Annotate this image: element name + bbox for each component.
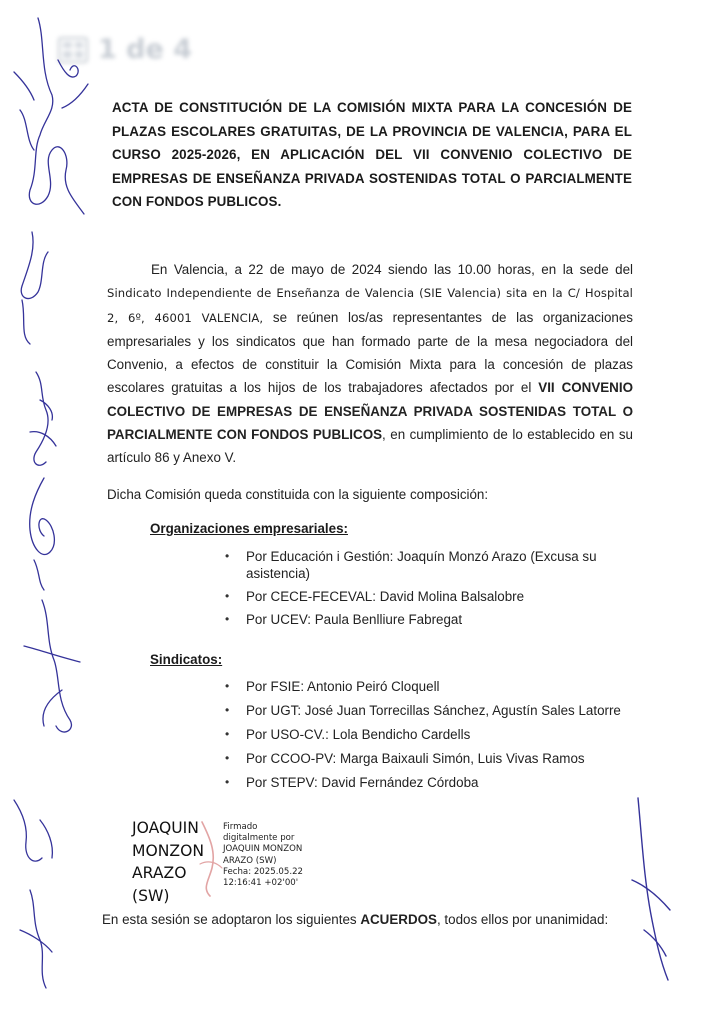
employers-heading: Organizaciones empresariales: xyxy=(150,521,348,536)
convenio-name: VII CONVENIO COLECTIVO DE EMPRESAS DE ENSEÑANZA PRIVADA SOSTENIDAS TOTAL O PARCIALMENTE CON FONDOS PUBLICOS xyxy=(107,380,633,443)
initial-mark-3 xyxy=(21,232,48,344)
initial-mark-5 xyxy=(30,478,55,590)
page-indicator-text: 1 de 4 xyxy=(98,34,193,65)
union-member: • Por STEPV: David Fernández Córdoba xyxy=(222,774,622,791)
initial-mark-8 xyxy=(20,890,52,988)
page-indicator xyxy=(58,34,192,65)
initial-mark-7 xyxy=(14,800,52,861)
union-member: • Por UGT: José Juan Torrecillas Sánchez, Agustín Sales Latorre xyxy=(222,702,622,719)
unions-heading: Sindicatos: xyxy=(150,652,223,667)
intro-paragraph xyxy=(107,258,633,470)
employer-member: • Por CECE-FECEVAL: David Molina Balsalobre xyxy=(222,588,622,605)
union-member: • Por CCOO-PV: Marga Baixauli Simón, Luis Vivas Ramos xyxy=(222,750,622,767)
intro-text-1: En Valencia, a 22 de mayo de 2024 siendo las 10.00 horas, en la sede del xyxy=(151,262,633,277)
document-title: ACTA DE CONSTITUCIÓN DE LA COMISIÓN MIXTA PARA LA CONCESIÓN DE PLAZAS ESCOLARES GRATUITAS, DE LA PROVINCIA DE VALENCIA, PARA EL CURSO 2025-2026, EN APLICACIÓN DEL VII CONVENIO COLECTIVO DE EMPRESAS DE ENSEÑANZA PRIVADA SOSTENIDAS TOTAL O PARCIALMENTE CON FONDOS PUBLICOS. xyxy=(112,100,632,209)
initial-mark-2 xyxy=(14,72,88,150)
intro-text-4: , en cumplimiento de lo establecido en su artículo 86 y Anexo V. xyxy=(107,427,633,466)
closing-emphasis: ACUERDOS xyxy=(360,912,437,927)
margin-initials-left xyxy=(0,0,110,1024)
page-thumbnail-icon xyxy=(58,37,88,63)
signature-name-line: (SW) xyxy=(132,886,170,905)
signature-name-line: ARAZO xyxy=(132,864,187,882)
signature-detail-line: digitalmente por xyxy=(223,833,295,844)
employer-member: • Por Educación i Gestión: Joaquín Monzó Arazo (Excusa su asistencia) xyxy=(222,548,622,582)
closing-sentence xyxy=(102,912,608,927)
margin-initials-right xyxy=(612,780,702,990)
signature-detail-line: Fecha: 2025.05.22 xyxy=(223,866,304,877)
signature-name-line: JOAQUIN xyxy=(132,819,199,837)
union-member: • Por FSIE: Antonio Peiró Cloquell xyxy=(222,678,622,695)
signature-detail-line: ARAZO (SW) xyxy=(223,855,277,866)
closing-text-2: , todos ellos por unanimidad: xyxy=(436,912,609,927)
employers-list xyxy=(222,548,622,628)
closing-text-1: En esta sesión se adoptaron los siguientes xyxy=(102,912,357,927)
signature-details xyxy=(223,822,323,889)
unions-list xyxy=(222,678,622,791)
intro-text-2: Sindicato Independiente de Enseñanza de Valencia (SIE Valencia) sita en la C/ Hospital 2, 6º, 46001 VALENCIA, xyxy=(107,286,633,325)
signature-name-line: MONZON xyxy=(132,841,205,860)
union-member: • Por USO-CV.: Lola Bendicho Cardells xyxy=(222,726,622,743)
signature-detail-line: Firmado xyxy=(223,822,258,832)
composition-intro: Dicha Comisión queda constituida con la siguiente composición: xyxy=(107,487,489,502)
signature-detail-line: 12:16:41 +02'00' xyxy=(223,878,299,889)
initial-mark-4 xyxy=(30,372,56,465)
signature-detail-line: JOAQUIN MONZON xyxy=(223,844,303,855)
employer-member: • Por UCEV: Paula Benlliure Fabregat xyxy=(222,611,622,628)
digital-signature-mark xyxy=(196,818,226,898)
initial-mark-6 xyxy=(24,600,80,732)
intro-text-3: se reúnen los/as representantes de las organizaciones empresariales y los sindicatos que han formado parte de la mesa negociadora del Convenio, a efectos de constituir la Comisión Mixta para la concesión de plazas escolares gratuitas a los hijos de los trabajadores afectados por el xyxy=(107,309,633,396)
